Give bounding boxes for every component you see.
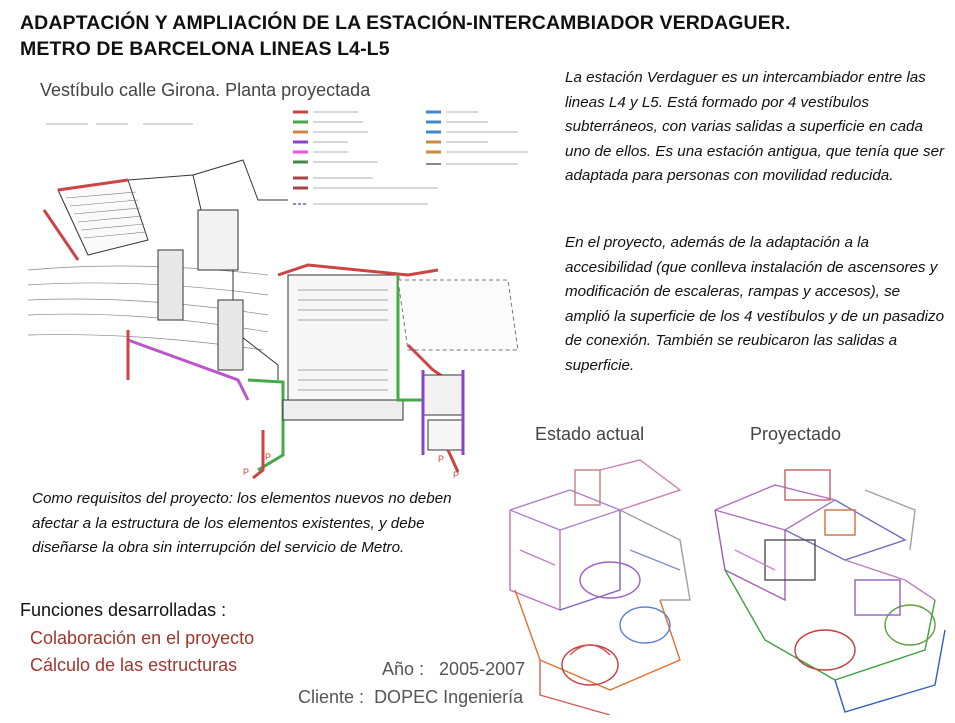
year-row [382, 659, 525, 680]
floor-plan-drawing [18, 100, 563, 480]
plan-building [128, 160, 518, 478]
function-item: Colaboración en el proyecto [30, 628, 255, 648]
page-title [20, 10, 920, 62]
label-projected: Proyectado [750, 424, 842, 444]
functions-title: Funciones desarrolladas : [20, 600, 227, 620]
description-paragraph-1: La estación Verdaguer es un intercambiador entre las lineas L4 y L5. Está formado por 4 vestíbulos subterráneos, con varias salidas a superficie en cada uno de ellos. Es una estación antigua, que tenía que ser adaptada para personas con movilidad reducida. [565, 69, 945, 184]
client-value: DOPEC Ingeniería [374, 687, 524, 707]
svg-text:P: P [453, 470, 460, 480]
plan-subtitle: Vestíbulo calle Girona. Planta proyectada [40, 80, 371, 100]
client-label: Cliente : [298, 687, 365, 707]
sketch-projected [705, 450, 953, 715]
svg-text:P: P [438, 454, 445, 464]
svg-text:P: P [243, 467, 250, 477]
description-paragraph-2: En el proyecto, además de la adaptación a la accesibilidad (que conlleva instalación de ascensores y modificación de escaleras, rampas y accesos), se amplió la superficie de los 4 vestíbulos y de un pasadizo de conexión. También se reubicaron las salidas a superficie. [565, 234, 945, 374]
title-line-1: ADAPTACIÓN Y AMPLIACIÓN DE LA ESTACIÓN-INTERCAMBIADOR VERDAGUER. [20, 12, 791, 34]
plan-stair-block [44, 180, 148, 260]
label-current-state: Estado actual [535, 424, 645, 444]
function-item: Cálculo de las estructuras [30, 655, 238, 675]
client-row [298, 687, 523, 708]
year-label: Año : [382, 659, 425, 679]
requirements-paragraph: Como requisitos del proyecto: los elementos nuevos no deben afectar a la estructura de los elementos existentes, y debe diseñarse la obra sin interrupción del servicio de Metro. [32, 490, 452, 556]
year-value: 2005-2007 [439, 659, 526, 679]
svg-text:P: P [265, 452, 272, 462]
title-line-2: METRO DE BARCELONA LINEAS L4-L5 [20, 38, 390, 60]
